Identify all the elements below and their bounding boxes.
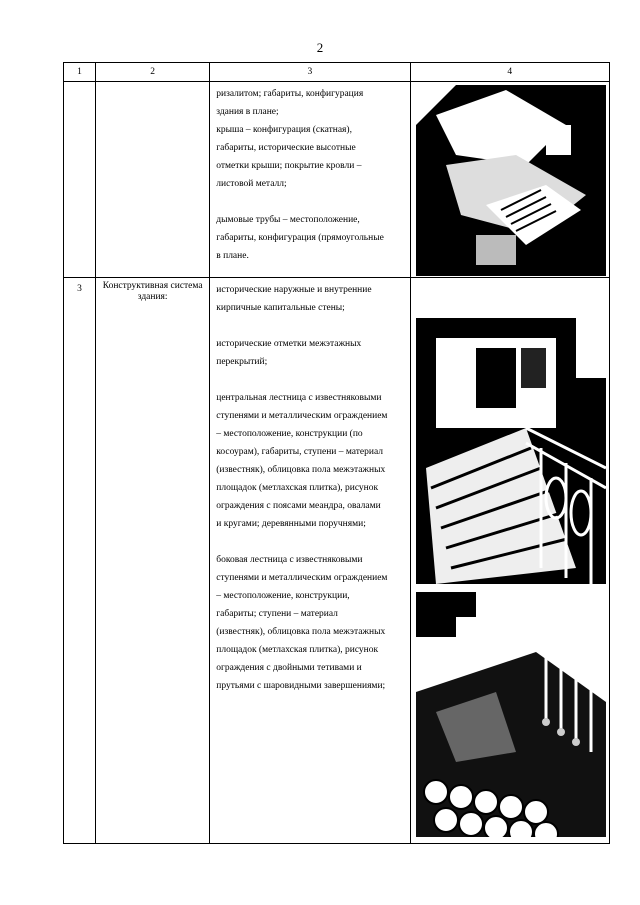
description-line: здания в плане;: [216, 107, 279, 117]
row-number-cell: [64, 82, 96, 278]
description-line: ризалитом; габариты, конфигурация: [216, 89, 364, 99]
description-line: отметки крыши; покрытие кровли –: [216, 161, 362, 171]
description-line: площадок (метлахская плитка), рисунок: [216, 483, 379, 493]
description-line: крыша – конфигурация (скатная),: [216, 125, 352, 135]
description-line: – местоположение, конструкции,: [216, 591, 350, 601]
description-line: и кругами; деревянными поручнями;: [216, 519, 366, 529]
description-line: косоурам), габариты, ступени – материал: [216, 447, 384, 457]
column-header: 2: [96, 63, 210, 82]
row-name-cell: Конструктивная система здания:: [96, 278, 210, 844]
central-staircase-photo: [416, 318, 606, 584]
row-description-cell: [210, 278, 410, 844]
table-row: [64, 278, 610, 844]
description-line: исторические отметки межэтажных: [216, 339, 362, 349]
row-name-cell: [96, 82, 210, 278]
table-row-continuation: [64, 82, 610, 278]
description-line: исторические наружные и внутренние: [216, 285, 372, 295]
side-staircase-photo: [416, 592, 606, 837]
description-line: площадок (метлахская плитка), рисунок: [216, 645, 379, 655]
description-line: (известняк), облицовка пола межэтажных: [216, 465, 386, 475]
blank-line: [216, 371, 405, 389]
description-line: (известняк), облицовка пола межэтажных: [216, 627, 386, 637]
photo-cell: [410, 278, 609, 844]
row-number-cell: 3: [64, 278, 96, 844]
description-line: листовой металл;: [216, 179, 287, 189]
description-line: боковая лестница с известняковыми: [216, 555, 363, 565]
blank-line: [216, 533, 405, 551]
roof-photo: [416, 85, 606, 276]
column-header: 4: [410, 63, 609, 82]
description-line: кирпичные капитальные стены;: [216, 303, 345, 313]
description-line: габариты, исторические высотные: [216, 143, 356, 153]
description-line: габариты; ступени – материал: [216, 609, 338, 619]
description-line: дымовые трубы – местоположение,: [216, 215, 360, 225]
row-description-cell: [210, 82, 410, 278]
description-line: ступенями и металлическим ограждением: [216, 573, 388, 583]
column-header: 1: [64, 63, 96, 82]
description-line: центральная лестница с известняковыми: [216, 393, 382, 403]
monument-subject-table: [63, 62, 610, 844]
description-line: ограждения с двойными тетивами и: [216, 663, 362, 673]
description-line: перекрытий;: [216, 357, 268, 367]
description-line: ступенями и металлическим ограждением: [216, 411, 388, 421]
description-line: ограждения с поясами меандра, овалами: [216, 501, 381, 511]
description-line: габариты, конфигурация (прямоугольные: [216, 233, 384, 243]
description-line: – местоположение, конструкции (по: [216, 429, 363, 439]
column-header: 3: [210, 63, 410, 82]
description-line: в плане.: [216, 251, 249, 261]
blank-line: [216, 193, 405, 211]
photo-cell: [410, 82, 609, 278]
page-number: 2: [316, 40, 324, 55]
description-line: прутьями с шаровидными завершениями;: [216, 681, 386, 691]
table-header-row: [64, 63, 610, 82]
blank-line: [216, 317, 405, 335]
